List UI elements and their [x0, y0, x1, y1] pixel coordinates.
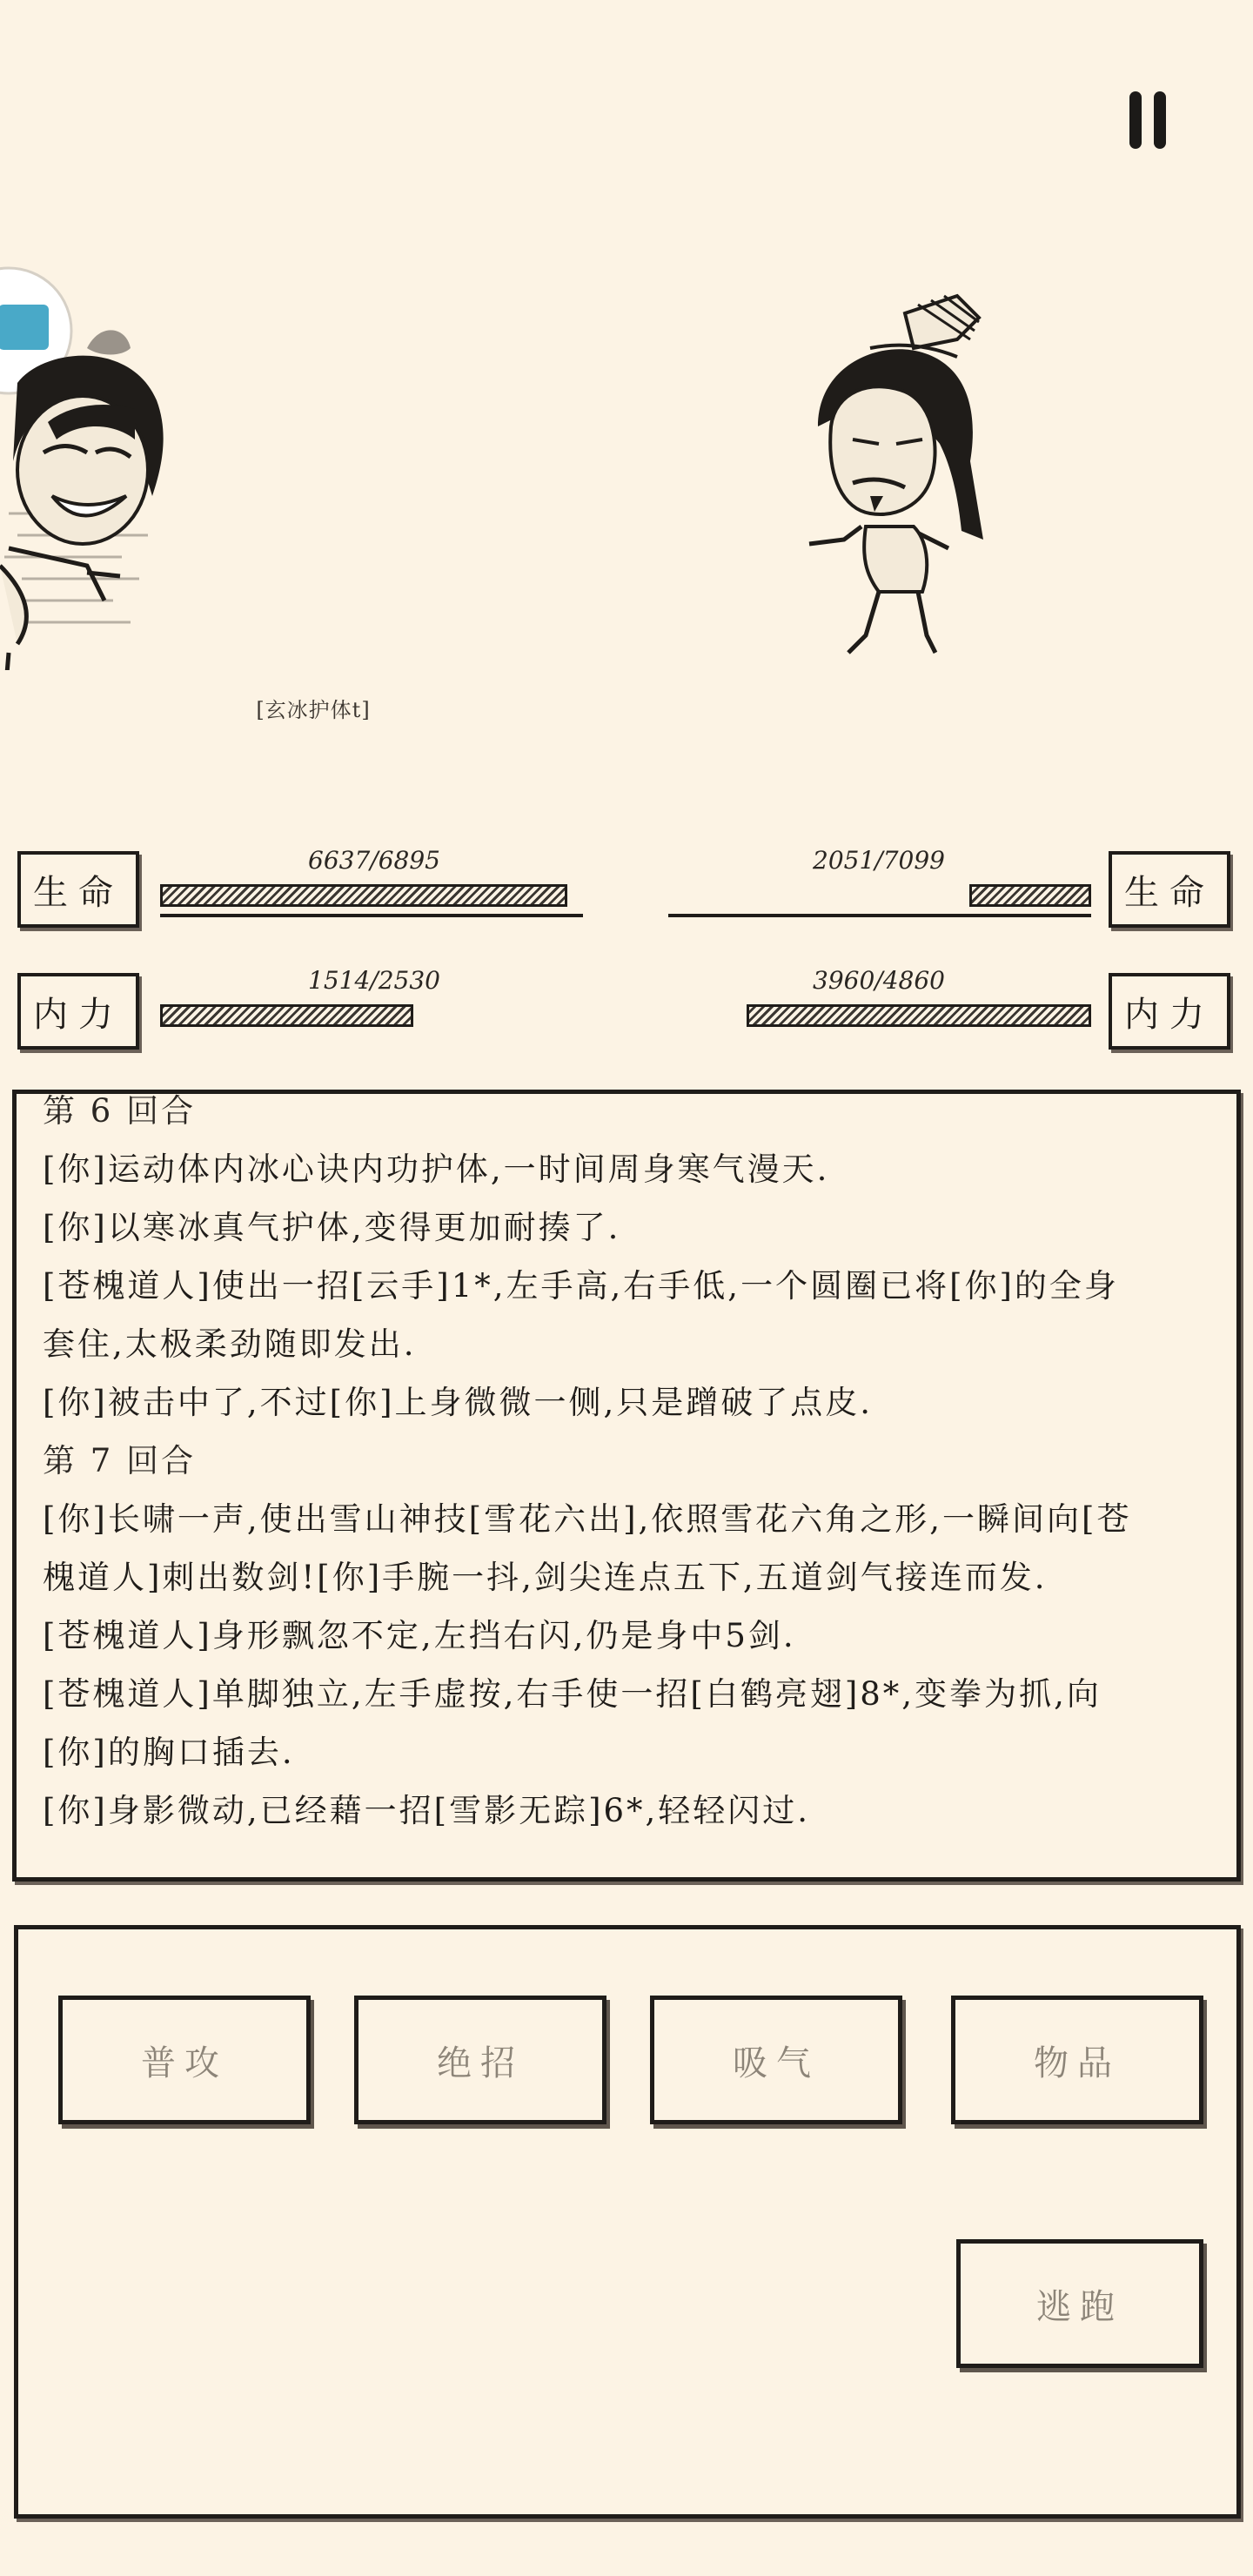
items-button[interactable]: 物品: [951, 1996, 1203, 2124]
battle-log-panel[interactable]: [12, 1090, 1241, 1882]
enemy-mp-bar: [668, 1004, 1091, 1027]
player-hp-fill: [160, 884, 567, 907]
action-panel: [14, 1925, 1241, 2519]
player-hp-bar: [160, 884, 583, 917]
enemy-character: [783, 278, 1027, 670]
log-line: [你]被击中了,不过[你]上身微微一侧,只是蹭破了点皮.: [43, 1384, 874, 1421]
breathe-button[interactable]: 吸气: [650, 1996, 902, 2124]
log-line: [你]运动体内冰心诀内功护体,一时间周身寒气漫天.: [43, 1150, 830, 1188]
log-line: [苍槐道人]身形飘忽不定,左挡右闪,仍是身中5剑.: [43, 1617, 796, 1654]
enemy-mp-fill: [747, 1004, 1091, 1027]
battle-log: [43, 1090, 1216, 1840]
pause-button[interactable]: [1122, 91, 1175, 152]
log-line: [苍槐道人]单脚独立,左手虚按,右手使一招[白鹤亮翅]8*,变拳为抓,向: [43, 1675, 1102, 1713]
special-move-button[interactable]: 绝招: [354, 1996, 606, 2124]
enemy-hp-text: 2051/7099: [813, 846, 945, 875]
attack-button[interactable]: 普攻: [58, 1996, 311, 2124]
log-line: [你]以寒冰真气护体,变得更加耐揍了.: [43, 1209, 621, 1246]
enemy-hp-label: 生命: [1109, 851, 1230, 928]
pause-icon: [1129, 91, 1142, 149]
player-mp-text: 1514/2530: [308, 966, 440, 995]
enemy-mp-label: 内力: [1109, 973, 1230, 1050]
player-mp-bar: [160, 1004, 583, 1027]
player-hp-text: 6637/6895: [308, 846, 440, 875]
log-line: 槐道人]刺出数剑![你]手腕一抖,剑尖连点五下,五道剑气接连而发.: [43, 1559, 1048, 1596]
log-line: [你]的胸口插去.: [43, 1734, 295, 1771]
status-effect-tag: [玄冰护体t]: [256, 698, 371, 722]
player-mp-label: 内力: [17, 973, 139, 1050]
log-line: [你]长啸一声,使出雪山神技[雪花六出],依照雪花六角之形,一瞬间向[苍: [43, 1500, 1132, 1538]
enemy-hp-bar: [668, 884, 1091, 917]
player-mp-fill: [160, 1004, 413, 1027]
log-line: 套住,太极柔劲随即发出.: [43, 1325, 417, 1363]
log-line: [苍槐道人]使出一招[云手]1*,左手高,右手低,一个圆圈已将[你]的全身: [43, 1267, 1119, 1305]
player-character: [0, 235, 191, 670]
log-line: 第 6 回合: [43, 1092, 197, 1130]
flee-button[interactable]: 逃跑: [956, 2239, 1203, 2368]
player-hp-label: 生命: [17, 851, 139, 928]
log-line: [你]身影微动,已经藉一招[雪影无踪]6*,轻轻闪过.: [43, 1792, 811, 1829]
enemy-hp-fill: [969, 884, 1091, 907]
log-line: 第 7 回合: [43, 1442, 197, 1479]
enemy-mp-text: 3960/4860: [813, 966, 945, 995]
